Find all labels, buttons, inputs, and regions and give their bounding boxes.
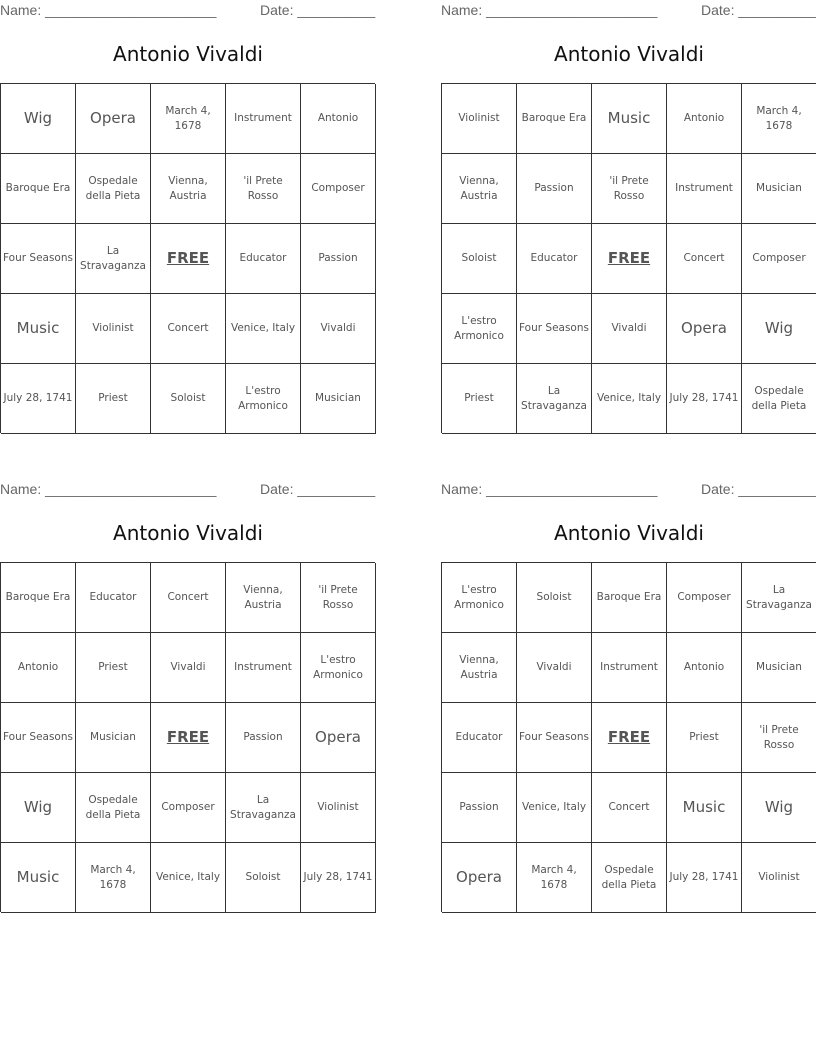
bingo-cell: Violinist <box>742 843 816 913</box>
date-field <box>260 481 375 497</box>
card-title: Antonio Vivaldi <box>113 521 263 545</box>
bingo-cell: Priest <box>442 364 517 434</box>
bingo-cell: Instrument <box>226 84 301 154</box>
bingo-cell: Passion <box>226 703 301 773</box>
free-space: FREE <box>592 224 667 294</box>
bingo-cell: Passion <box>442 773 517 843</box>
bingo-cell: March 4, 1678 <box>517 843 592 913</box>
name-label: Name: <box>0 481 42 497</box>
bingo-cell: L'estro Armonico <box>442 294 517 364</box>
bingo-cell: Vienna, Austria <box>442 154 517 224</box>
date-label: Date: <box>260 2 294 18</box>
date-line: __________ <box>738 2 816 18</box>
bingo-cell: Vienna, Austria <box>442 633 517 703</box>
bingo-cell: Antonio <box>667 633 742 703</box>
bingo-card-1 <box>0 0 376 440</box>
bingo-cell: L'estro Armonico <box>442 563 517 633</box>
bingo-cell: Baroque Era <box>592 563 667 633</box>
bingo-cell: Composer <box>301 154 376 224</box>
bingo-cell: Wig <box>742 294 816 364</box>
bingo-cell: Music <box>592 84 667 154</box>
name-label: Name: <box>0 2 42 18</box>
bingo-cell: Baroque Era <box>1 154 76 224</box>
date-label: Date: <box>701 2 735 18</box>
bingo-cell: Composer <box>742 224 816 294</box>
bingo-cell: Vivaldi <box>517 633 592 703</box>
bingo-cell: Music <box>1 294 76 364</box>
card-header <box>0 481 376 499</box>
bingo-cell: Educator <box>517 224 592 294</box>
bingo-cell: Music <box>1 843 76 913</box>
name-label: Name: <box>441 481 483 497</box>
bingo-cell: Educator <box>442 703 517 773</box>
bingo-cell: Priest <box>76 364 151 434</box>
bingo-cell: Vivaldi <box>151 633 226 703</box>
bingo-cell: Vivaldi <box>592 294 667 364</box>
bingo-cell: Composer <box>151 773 226 843</box>
bingo-cell: Violinist <box>76 294 151 364</box>
bingo-cell: Antonio <box>667 84 742 154</box>
bingo-cell: Four Seasons <box>1 224 76 294</box>
bingo-cell: Instrument <box>226 633 301 703</box>
bingo-cell: Music <box>667 773 742 843</box>
bingo-cell: July 28, 1741 <box>301 843 376 913</box>
name-line: ______________________ <box>45 481 217 497</box>
bingo-cell: L'estro Armonico <box>301 633 376 703</box>
bingo-cell: Instrument <box>667 154 742 224</box>
bingo-cell: Antonio <box>1 633 76 703</box>
bingo-cell: Educator <box>226 224 301 294</box>
date-label: Date: <box>260 481 294 497</box>
name-label: Name: <box>441 2 483 18</box>
bingo-cell: Venice, Italy <box>592 364 667 434</box>
bingo-cell: Soloist <box>517 563 592 633</box>
date-line: __________ <box>297 481 376 497</box>
card-title: Antonio Vivaldi <box>554 42 704 66</box>
bingo-cell: Priest <box>667 703 742 773</box>
bingo-grid <box>441 562 816 912</box>
bingo-cell: Soloist <box>226 843 301 913</box>
free-space: FREE <box>151 703 226 773</box>
bingo-cell: 'il Prete Rosso <box>301 563 376 633</box>
bingo-cell: Opera <box>442 843 517 913</box>
bingo-cell: July 28, 1741 <box>667 364 742 434</box>
bingo-cell: Opera <box>76 84 151 154</box>
bingo-cell: Antonio <box>301 84 376 154</box>
bingo-card-2 <box>441 0 816 440</box>
bingo-cell: Wig <box>742 773 816 843</box>
bingo-cell: Ospedale della Pieta <box>592 843 667 913</box>
bingo-cell: Opera <box>667 294 742 364</box>
bingo-card-4 <box>441 479 816 919</box>
bingo-cell: La Stravaganza <box>226 773 301 843</box>
bingo-cell: L'estro Armonico <box>226 364 301 434</box>
date-field <box>701 481 816 497</box>
card-title: Antonio Vivaldi <box>113 42 263 66</box>
name-field <box>441 481 657 497</box>
name-line: ______________________ <box>486 2 658 18</box>
name-field <box>0 481 216 497</box>
date-field <box>260 2 375 18</box>
bingo-cell: Four Seasons <box>517 294 592 364</box>
card-header <box>0 2 376 20</box>
bingo-cell: Concert <box>592 773 667 843</box>
bingo-cell: Four Seasons <box>517 703 592 773</box>
bingo-cell: Wig <box>1 84 76 154</box>
bingo-cell: 'il Prete Rosso <box>742 703 816 773</box>
card-title: Antonio Vivaldi <box>554 521 704 545</box>
name-line: ______________________ <box>486 481 658 497</box>
bingo-cell: Educator <box>76 563 151 633</box>
bingo-cell: Violinist <box>301 773 376 843</box>
bingo-cell: Opera <box>301 703 376 773</box>
bingo-cell: Concert <box>151 294 226 364</box>
free-space: FREE <box>592 703 667 773</box>
bingo-cell: La Stravaganza <box>517 364 592 434</box>
bingo-cell: Concert <box>151 563 226 633</box>
bingo-cell: March 4, 1678 <box>151 84 226 154</box>
bingo-cell: Vienna, Austria <box>226 563 301 633</box>
bingo-cell: Priest <box>76 633 151 703</box>
bingo-cell: March 4, 1678 <box>742 84 816 154</box>
bingo-cell: Passion <box>301 224 376 294</box>
bingo-cell: Baroque Era <box>517 84 592 154</box>
bingo-cell: Musician <box>742 633 816 703</box>
bingo-grid <box>0 562 375 912</box>
bingo-cell: La Stravaganza <box>742 563 816 633</box>
bingo-cell: 'il Prete Rosso <box>592 154 667 224</box>
bingo-cell: Musician <box>76 703 151 773</box>
bingo-cell: Venice, Italy <box>517 773 592 843</box>
bingo-card-3 <box>0 479 376 919</box>
bingo-grid <box>0 83 375 433</box>
date-field <box>701 2 816 18</box>
name-line: ______________________ <box>45 2 217 18</box>
date-label: Date: <box>701 481 735 497</box>
bingo-cell: July 28, 1741 <box>667 843 742 913</box>
bingo-cell: Ospedale della Pieta <box>76 154 151 224</box>
bingo-cell: Passion <box>517 154 592 224</box>
bingo-cell: Wig <box>1 773 76 843</box>
bingo-cell: March 4, 1678 <box>76 843 151 913</box>
bingo-cell: Musician <box>301 364 376 434</box>
date-line: __________ <box>738 481 816 497</box>
card-header <box>441 2 816 20</box>
bingo-cell: Vivaldi <box>301 294 376 364</box>
bingo-cell: Four Seasons <box>1 703 76 773</box>
bingo-cell: July 28, 1741 <box>1 364 76 434</box>
free-space: FREE <box>151 224 226 294</box>
bingo-cell: 'il Prete Rosso <box>226 154 301 224</box>
bingo-cell: Soloist <box>442 224 517 294</box>
bingo-cell: Baroque Era <box>1 563 76 633</box>
bingo-cell: Violinist <box>442 84 517 154</box>
bingo-cell: Ospedale della Pieta <box>742 364 816 434</box>
bingo-cell: Venice, Italy <box>151 843 226 913</box>
bingo-cell: Musician <box>742 154 816 224</box>
name-field <box>441 2 657 18</box>
bingo-cell: Venice, Italy <box>226 294 301 364</box>
bingo-cell: La Stravaganza <box>76 224 151 294</box>
bingo-cell: Composer <box>667 563 742 633</box>
bingo-grid <box>441 83 816 433</box>
bingo-cell: Vienna, Austria <box>151 154 226 224</box>
name-field <box>0 2 216 18</box>
bingo-cell: Ospedale della Pieta <box>76 773 151 843</box>
date-line: __________ <box>297 2 376 18</box>
card-header <box>441 481 816 499</box>
bingo-cell: Instrument <box>592 633 667 703</box>
bingo-cell: Concert <box>667 224 742 294</box>
bingo-cell: Soloist <box>151 364 226 434</box>
